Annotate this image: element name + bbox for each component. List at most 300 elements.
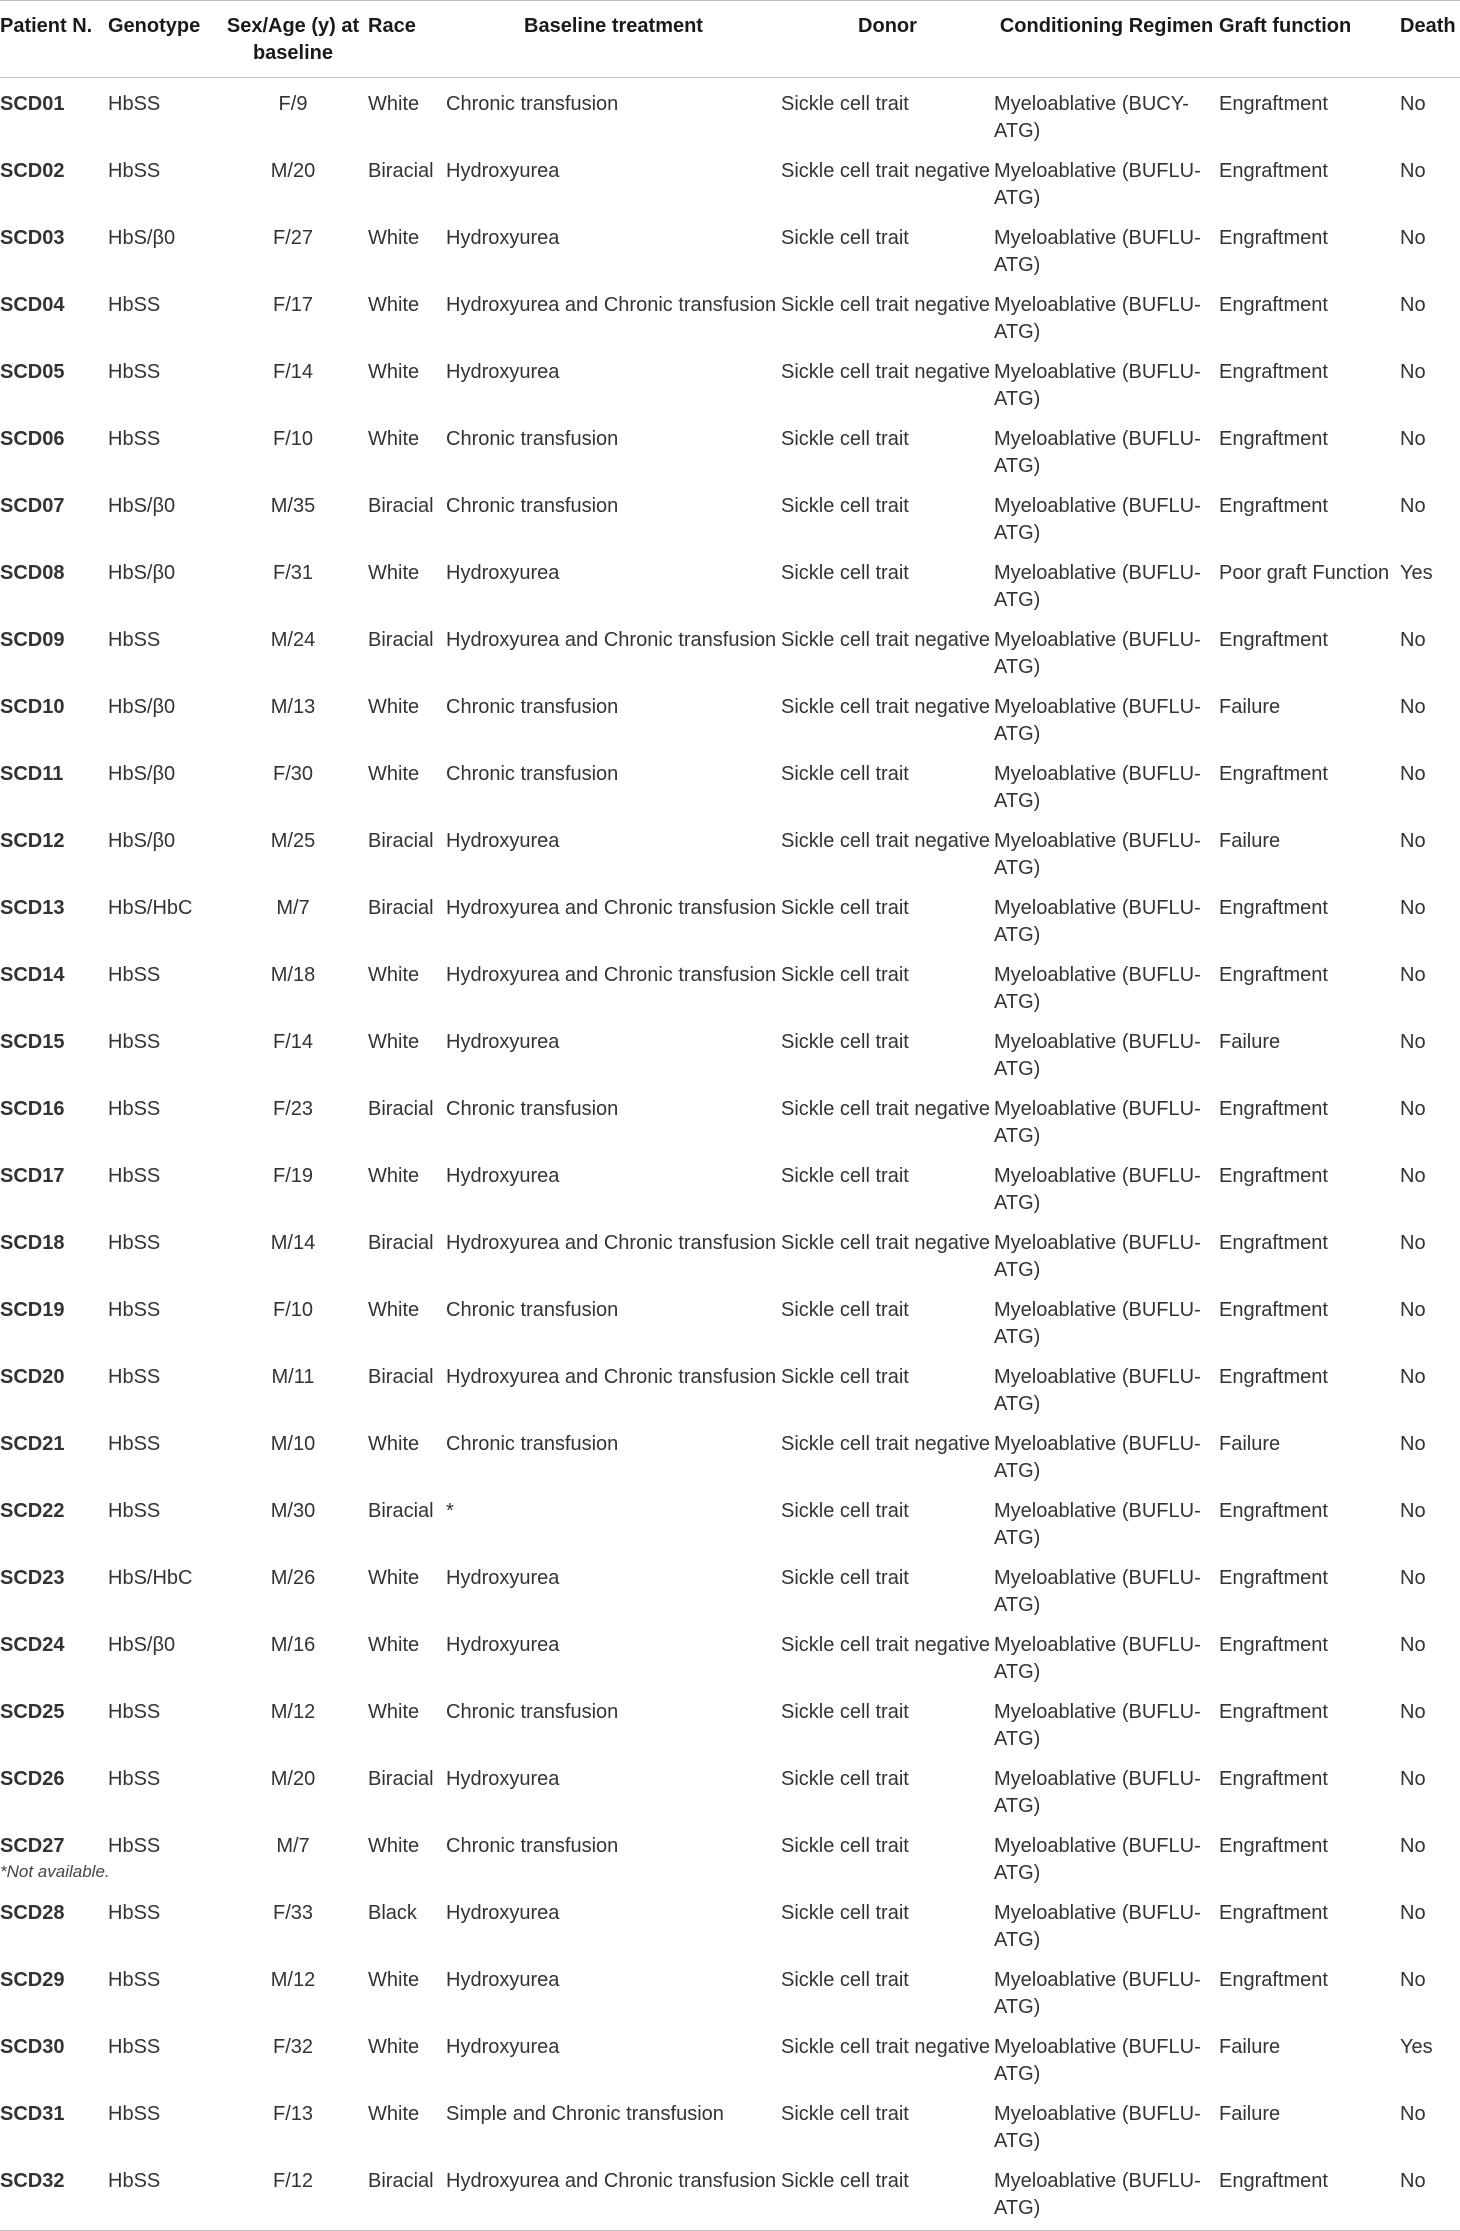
cell-genotype: HbS/β0: [108, 696, 176, 718]
cell-conditioning: Myeloablative (BUFLU-ATG): [994, 495, 1201, 544]
cell-sex-age: F/14: [272, 361, 314, 383]
cell-conditioning: Myeloablative (BUFLU-ATG): [994, 1433, 1201, 1482]
cell-donor: Sickle cell trait negative: [781, 1098, 990, 1120]
cell-death: No: [1400, 1902, 1426, 1924]
cell-death: Yes: [1400, 562, 1433, 584]
cell-death: No: [1400, 2155, 1460, 2231]
cell-treatment: Hydroxyurea and Chronic transfusion: [446, 1232, 777, 1254]
cell-race: White: [368, 1165, 420, 1187]
cell-sex-age: F/13: [272, 2103, 314, 2125]
cell-race: Black: [368, 1902, 417, 1924]
cell-patient-id: SCD19: [0, 1299, 65, 1321]
table-row: [0, 1217, 1460, 1284]
cell-graft-function: Engraftment: [1219, 2155, 1400, 2231]
cell-patient-id: SCD04: [0, 294, 65, 316]
cell-graft-function: Failure: [1219, 1433, 1281, 1455]
cell-race: White: [368, 1969, 420, 1991]
cell-treatment: Hydroxyurea: [446, 160, 560, 182]
cell-conditioning: Myeloablative (BUFLU-ATG): [994, 428, 1201, 477]
cell-sex-age: M/25: [270, 830, 316, 852]
table-row: [0, 1351, 1460, 1418]
cell-race: Biracial: [368, 160, 434, 182]
cell-treatment: Chronic transfusion: [446, 1835, 619, 1857]
cell-patient-id: SCD13: [0, 897, 65, 919]
cell-race: Biracial: [368, 1232, 434, 1254]
cell-graft-function: Engraftment: [1219, 428, 1328, 450]
cell-treatment: Hydroxyurea: [446, 830, 560, 852]
footnote: *Not available.: [0, 1862, 110, 1881]
table-row: [0, 1686, 1460, 1753]
cell-graft-function: Failure: [1219, 696, 1281, 718]
cell-treatment: Chronic transfusion: [446, 495, 619, 517]
cell-race: White: [368, 2103, 420, 2125]
cell-death: No: [1400, 160, 1426, 182]
cell-treatment: Hydroxyurea: [446, 1768, 560, 1790]
cell-sex-age: M/16: [270, 1634, 316, 1656]
table-row: [0, 413, 1460, 480]
cell-graft-function: Failure: [1219, 1031, 1281, 1053]
cell-genotype: HbSS: [108, 1969, 161, 1991]
cell-patient-id: SCD07: [0, 495, 65, 517]
cell-sex-age: M/26: [270, 1567, 316, 1589]
cell-conditioning: Myeloablative (BUFLU-ATG): [994, 1165, 1201, 1214]
cell-genotype: HbS/β0: [108, 1634, 176, 1656]
cell-donor: Sickle cell trait negative: [781, 696, 990, 718]
cell-genotype: HbSS: [108, 2036, 161, 2058]
cell-race: White: [368, 763, 420, 785]
cell-graft-function: Engraftment: [1219, 1165, 1328, 1187]
table-row: [0, 815, 1460, 882]
cell-treatment: Chronic transfusion: [446, 1701, 619, 1723]
cell-genotype: HbS/β0: [108, 562, 176, 584]
cell-death: No: [1400, 696, 1426, 718]
cell-death: No: [1400, 1768, 1426, 1790]
cell-graft-function: Engraftment: [1219, 1768, 1328, 1790]
cell-race: Biracial: [368, 830, 434, 852]
cell-conditioning: Myeloablative (BUFLU-ATG): [994, 1500, 1201, 1549]
cell-donor: Sickle cell trait negative: [781, 2036, 990, 2058]
cell-treatment: Hydroxyurea and Chronic transfusion: [446, 897, 777, 919]
table-row: [0, 1418, 1460, 1485]
cell-graft-function: Poor graft Function: [1219, 562, 1390, 584]
cell-genotype: HbS/HbC: [108, 897, 193, 919]
cell-donor: Sickle cell trait: [781, 1366, 909, 1388]
cell-conditioning: Myeloablative (BUFLU-ATG): [994, 1634, 1201, 1683]
cell-genotype: HbSS: [108, 1098, 161, 1120]
cell-graft-function: Failure: [1219, 2036, 1281, 2058]
cell-donor: Sickle cell trait: [781, 964, 909, 986]
cell-race: White: [368, 1835, 420, 1857]
cell-patient-id: SCD29: [0, 1969, 65, 1991]
cell-death: No: [1400, 361, 1426, 383]
cell-treatment: Hydroxyurea and Chronic transfusion: [446, 2155, 781, 2231]
header-donor: Donor: [781, 1, 994, 78]
cell-genotype: HbSS: [108, 2155, 218, 2231]
cell-race: White: [368, 294, 420, 316]
header-sex-age: Sex/Age (y) at baseline: [218, 1, 368, 78]
cell-genotype: HbSS: [108, 1701, 161, 1723]
cell-donor: Sickle cell trait: [781, 1969, 909, 1991]
cell-graft-function: Engraftment: [1219, 227, 1328, 249]
cell-sex-age: M/18: [270, 964, 316, 986]
cell-race: White: [368, 1701, 420, 1723]
header-race: Race: [368, 1, 446, 78]
cell-genotype: HbSS: [108, 294, 161, 316]
cell-donor: Sickle cell trait: [781, 2103, 909, 2125]
table-row: [0, 748, 1460, 815]
cell-death: No: [1400, 1701, 1426, 1723]
cell-donor: Sickle cell trait: [781, 1299, 909, 1321]
table-row: [0, 78, 1460, 146]
cell-genotype: HbSS: [108, 160, 161, 182]
cell-patient-id: SCD25: [0, 1701, 65, 1723]
cell-conditioning: Myeloablative (BUFLU-ATG): [994, 830, 1201, 879]
cell-donor: Sickle cell trait: [781, 428, 909, 450]
cell-patient-id: SCD05: [0, 361, 65, 383]
cell-patient-id: SCD20: [0, 1366, 65, 1388]
cell-patient-id: SCD21: [0, 1433, 65, 1455]
table-row: [0, 1150, 1460, 1217]
cell-graft-function: Engraftment: [1219, 1567, 1328, 1589]
cell-donor: Sickle cell trait: [781, 495, 909, 517]
cell-race: Biracial: [368, 897, 434, 919]
cell-sex-age: M/20: [270, 1768, 316, 1790]
cell-donor: Sickle cell trait: [781, 1567, 909, 1589]
cell-donor: Sickle cell trait: [781, 1031, 909, 1053]
cell-death: No: [1400, 1567, 1426, 1589]
cell-race: White: [368, 964, 420, 986]
cell-sex-age: M/10: [270, 1433, 316, 1455]
cell-graft-function: Engraftment: [1219, 1098, 1328, 1120]
table-body: [0, 78, 1460, 2231]
cell-patient-id: SCD28: [0, 1902, 65, 1924]
cell-patient-id: SCD15: [0, 1031, 65, 1053]
cell-patient-id: SCD01: [0, 93, 65, 115]
cell-genotype: HbSS: [108, 361, 161, 383]
cell-patient-id: SCD26: [0, 1768, 65, 1790]
cell-race: White: [368, 361, 420, 383]
cell-sex-age: M/7: [276, 1835, 310, 1857]
cell-conditioning: Myeloablative (BUFLU-ATG): [994, 2155, 1219, 2231]
cell-donor: Sickle cell trait negative: [781, 1232, 990, 1254]
cell-patient-id: SCD27: [0, 1835, 65, 1857]
cell-sex-age: M/12: [270, 1969, 316, 1991]
cell-death: No: [1400, 1634, 1426, 1656]
cell-donor: Sickle cell trait: [781, 93, 909, 115]
cell-sex-age: F/23: [272, 1098, 314, 1120]
cell-genotype: HbSS: [108, 1165, 161, 1187]
cell-sex-age: M/24: [270, 629, 316, 651]
cell-sex-age: F/10: [272, 428, 314, 450]
cell-sex-age: M/20: [270, 160, 316, 182]
cell-treatment: Hydroxyurea: [446, 1567, 560, 1589]
cell-genotype: HbS/HbC: [108, 1567, 193, 1589]
cell-race: White: [368, 2036, 420, 2058]
cell-graft-function: Engraftment: [1219, 1701, 1328, 1723]
table-row: [0, 1753, 1460, 1820]
cell-death: No: [1400, 964, 1426, 986]
cell-genotype: HbSS: [108, 1902, 161, 1924]
cell-death: No: [1400, 1500, 1426, 1522]
cell-sex-age: M/30: [270, 1500, 316, 1522]
table-row: [0, 681, 1460, 748]
cell-graft-function: Failure: [1219, 2103, 1281, 2125]
cell-donor: Sickle cell trait negative: [781, 1634, 990, 1656]
cell-race: White: [368, 1031, 420, 1053]
cell-death: No: [1400, 1969, 1426, 1991]
table-row: [0, 212, 1460, 279]
cell-graft-function: Engraftment: [1219, 1232, 1328, 1254]
cell-donor: Sickle cell trait negative: [781, 629, 990, 651]
cell-treatment: Chronic transfusion: [446, 93, 619, 115]
cell-conditioning: Myeloablative (BUFLU-ATG): [994, 227, 1201, 276]
cell-sex-age: M/11: [271, 1366, 315, 1388]
header-patient: Patient N.: [0, 1, 108, 78]
cell-sex-age: M/13: [270, 696, 316, 718]
cell-treatment: Hydroxyurea: [446, 1634, 560, 1656]
cell-sex-age: F/27: [272, 227, 314, 249]
cell-graft-function: Engraftment: [1219, 1299, 1328, 1321]
cell-death: No: [1400, 1835, 1426, 1857]
cell-conditioning: Myeloablative (BUFLU-ATG): [994, 1098, 1201, 1147]
cell-treatment: Hydroxyurea and Chronic transfusion: [446, 294, 777, 316]
header-treatment: Baseline treatment: [446, 1, 781, 78]
cell-conditioning: Myeloablative (BUFLU-ATG): [994, 1366, 1201, 1415]
cell-race: Biracial: [368, 1098, 434, 1120]
cell-donor: Sickle cell trait: [781, 1902, 909, 1924]
cell-conditioning: Myeloablative (BUFLU-ATG): [994, 1701, 1201, 1750]
cell-sex-age: F/10: [272, 1299, 314, 1321]
cell-sex-age: F/19: [272, 1165, 314, 1187]
cell-race: White: [368, 562, 420, 584]
cell-genotype: HbSS: [108, 964, 161, 986]
cell-race: Biracial: [368, 1366, 434, 1388]
cell-conditioning: Myeloablative (BUFLU-ATG): [994, 2103, 1201, 2152]
cell-patient-id: SCD10: [0, 696, 65, 718]
header-genotype: Genotype: [108, 1, 218, 78]
cell-genotype: HbSS: [108, 1768, 161, 1790]
cell-graft-function: Engraftment: [1219, 361, 1328, 383]
cell-patient-id: SCD08: [0, 562, 65, 584]
cell-treatment: Chronic transfusion: [446, 1098, 619, 1120]
cell-race: Biracial: [368, 2155, 446, 2231]
cell-sex-age: F/12: [218, 2155, 368, 2231]
cell-patient-id: SCD02: [0, 160, 65, 182]
cell-genotype: HbSS: [108, 93, 161, 115]
table-row: [0, 1485, 1460, 1552]
cell-death: No: [1400, 830, 1426, 852]
cell-sex-age: F/9: [278, 93, 308, 115]
cell-patient-id: SCD32: [0, 2155, 108, 2231]
cell-graft-function: Engraftment: [1219, 763, 1328, 785]
cell-graft-function: Engraftment: [1219, 160, 1328, 182]
cell-treatment: Hydroxyurea: [446, 227, 560, 249]
cell-donor: Sickle cell trait negative: [781, 361, 990, 383]
cell-death: Yes: [1400, 2036, 1433, 2058]
cell-donor: Sickle cell trait negative: [781, 1433, 990, 1455]
cell-donor: Sickle cell trait negative: [781, 160, 990, 182]
cell-donor: Sickle cell trait: [781, 1701, 909, 1723]
table-row: [0, 2088, 1460, 2155]
table-row: [0, 1016, 1460, 1083]
table-row: [0, 614, 1460, 681]
cell-race: White: [368, 93, 420, 115]
cell-donor: Sickle cell trait: [781, 1500, 909, 1522]
table-row: [0, 1954, 1460, 2021]
cell-conditioning: Myeloablative (BUFLU-ATG): [994, 361, 1201, 410]
cell-death: No: [1400, 629, 1426, 651]
table-row: [0, 1552, 1460, 1619]
cell-death: No: [1400, 227, 1426, 249]
cell-conditioning: Myeloablative (BUCY-ATG): [994, 93, 1189, 142]
cell-conditioning: Myeloablative (BUFLU-ATG): [994, 1031, 1201, 1080]
cell-donor: Sickle cell trait: [781, 1768, 909, 1790]
cell-conditioning: Myeloablative (BUFLU-ATG): [994, 897, 1201, 946]
cell-treatment: Hydroxyurea: [446, 562, 560, 584]
header-row: [0, 1, 1460, 78]
cell-patient-id: SCD16: [0, 1098, 65, 1120]
cell-genotype: HbSS: [108, 1031, 161, 1053]
cell-graft-function: Engraftment: [1219, 1366, 1328, 1388]
cell-genotype: HbSS: [108, 428, 161, 450]
table-row: [0, 882, 1460, 949]
table-row: [0, 1619, 1460, 1686]
cell-sex-age: F/30: [272, 763, 314, 785]
cell-genotype: HbS/β0: [108, 763, 176, 785]
cell-death: No: [1400, 1366, 1426, 1388]
cell-patient-id: SCD09: [0, 629, 65, 651]
cell-race: White: [368, 696, 420, 718]
cell-patient-id: SCD11: [0, 763, 64, 785]
cell-race: White: [368, 1634, 420, 1656]
cell-death: No: [1400, 1232, 1426, 1254]
cell-graft-function: Failure: [1219, 830, 1281, 852]
table-row: [0, 145, 1460, 212]
cell-patient-id: SCD18: [0, 1232, 65, 1254]
cell-graft-function: Engraftment: [1219, 1835, 1328, 1857]
cell-patient-id: SCD03: [0, 227, 65, 249]
cell-race: Biracial: [368, 495, 434, 517]
table-header: [0, 1, 1460, 78]
cell-treatment: Hydroxyurea: [446, 1165, 560, 1187]
cell-conditioning: Myeloablative (BUFLU-ATG): [994, 1902, 1201, 1951]
cell-race: White: [368, 1433, 420, 1455]
cell-treatment: Hydroxyurea: [446, 2036, 560, 2058]
cell-donor: Sickle cell trait: [781, 562, 909, 584]
cell-race: White: [368, 428, 420, 450]
cell-treatment: Chronic transfusion: [446, 428, 619, 450]
cell-conditioning: Myeloablative (BUFLU-ATG): [994, 629, 1201, 678]
cell-conditioning: Myeloablative (BUFLU-ATG): [994, 763, 1201, 812]
table-row: [0, 1820, 1460, 1887]
table-row: [0, 480, 1460, 547]
cell-genotype: HbSS: [108, 1835, 161, 1857]
header-death: Death: [1400, 1, 1460, 78]
cell-donor: Sickle cell trait: [781, 763, 909, 785]
cell-genotype: HbSS: [108, 1500, 161, 1522]
cell-death: No: [1400, 897, 1426, 919]
cell-donor: Sickle cell trait: [781, 227, 909, 249]
cell-death: No: [1400, 93, 1426, 115]
cell-death: No: [1400, 428, 1426, 450]
cell-race: White: [368, 1567, 420, 1589]
cell-genotype: HbS/β0: [108, 495, 176, 517]
cell-genotype: HbSS: [108, 1232, 161, 1254]
table-row: [0, 346, 1460, 413]
cell-race: White: [368, 227, 420, 249]
cell-sex-age: F/17: [272, 294, 314, 316]
cell-patient-id: SCD14: [0, 964, 65, 986]
cell-donor: Sickle cell trait: [781, 1835, 909, 1857]
cell-graft-function: Engraftment: [1219, 964, 1328, 986]
cell-sex-age: M/7: [276, 897, 310, 919]
cell-patient-id: SCD30: [0, 2036, 65, 2058]
cell-treatment: Chronic transfusion: [446, 1433, 619, 1455]
cell-donor: Sickle cell trait negative: [781, 294, 990, 316]
cell-death: No: [1400, 495, 1426, 517]
cell-graft-function: Engraftment: [1219, 1634, 1328, 1656]
table-row: [0, 547, 1460, 614]
cell-conditioning: Myeloablative (BUFLU-ATG): [994, 1768, 1201, 1817]
cell-genotype: HbS/β0: [108, 830, 176, 852]
cell-graft-function: Engraftment: [1219, 1969, 1328, 1991]
cell-graft-function: Engraftment: [1219, 495, 1328, 517]
cell-treatment: Hydroxyurea: [446, 1031, 560, 1053]
cell-genotype: HbSS: [108, 1433, 161, 1455]
cell-sex-age: M/12: [270, 1701, 316, 1723]
cell-death: No: [1400, 1165, 1426, 1187]
cell-treatment: *: [446, 1500, 454, 1522]
cell-conditioning: Myeloablative (BUFLU-ATG): [994, 160, 1201, 209]
cell-graft-function: Engraftment: [1219, 629, 1328, 651]
cell-death: No: [1400, 2103, 1426, 2125]
cell-race: White: [368, 1299, 420, 1321]
cell-donor: Sickle cell trait: [781, 1165, 909, 1187]
cell-graft-function: Engraftment: [1219, 93, 1328, 115]
table-row: [0, 1284, 1460, 1351]
cell-sex-age: M/35: [270, 495, 316, 517]
cell-conditioning: Myeloablative (BUFLU-ATG): [994, 294, 1201, 343]
cell-treatment: Simple and Chronic transfusion: [446, 2103, 724, 2125]
cell-donor: Sickle cell trait negative: [781, 830, 990, 852]
cell-treatment: Hydroxyurea: [446, 361, 560, 383]
cell-death: No: [1400, 1433, 1426, 1455]
cell-treatment: Chronic transfusion: [446, 1299, 619, 1321]
cell-graft-function: Engraftment: [1219, 897, 1328, 919]
cell-sex-age: F/33: [272, 1902, 314, 1924]
cell-conditioning: Myeloablative (BUFLU-ATG): [994, 964, 1201, 1013]
cell-donor: Sickle cell trait: [781, 897, 909, 919]
cell-genotype: HbS/β0: [108, 227, 176, 249]
cell-treatment: Hydroxyurea: [446, 1902, 560, 1924]
cell-graft-function: Engraftment: [1219, 294, 1328, 316]
table-row: [0, 1083, 1460, 1150]
cell-conditioning: Myeloablative (BUFLU-ATG): [994, 1299, 1201, 1348]
cell-donor: Sickle cell trait: [781, 2155, 994, 2231]
cell-patient-id: SCD17: [0, 1165, 65, 1187]
cell-conditioning: Myeloablative (BUFLU-ATG): [994, 562, 1201, 611]
cell-conditioning: Myeloablative (BUFLU-ATG): [994, 1969, 1201, 2018]
cell-treatment: Hydroxyurea and Chronic transfusion: [446, 629, 777, 651]
header-graft: Graft function: [1219, 1, 1400, 78]
cell-race: Biracial: [368, 1768, 434, 1790]
cell-sex-age: F/32: [272, 2036, 314, 2058]
cell-race: Biracial: [368, 629, 434, 651]
cell-death: No: [1400, 1299, 1426, 1321]
cell-patient-id: SCD24: [0, 1634, 65, 1656]
cell-patient-id: SCD22: [0, 1500, 65, 1522]
cell-graft-function: Engraftment: [1219, 1902, 1328, 1924]
